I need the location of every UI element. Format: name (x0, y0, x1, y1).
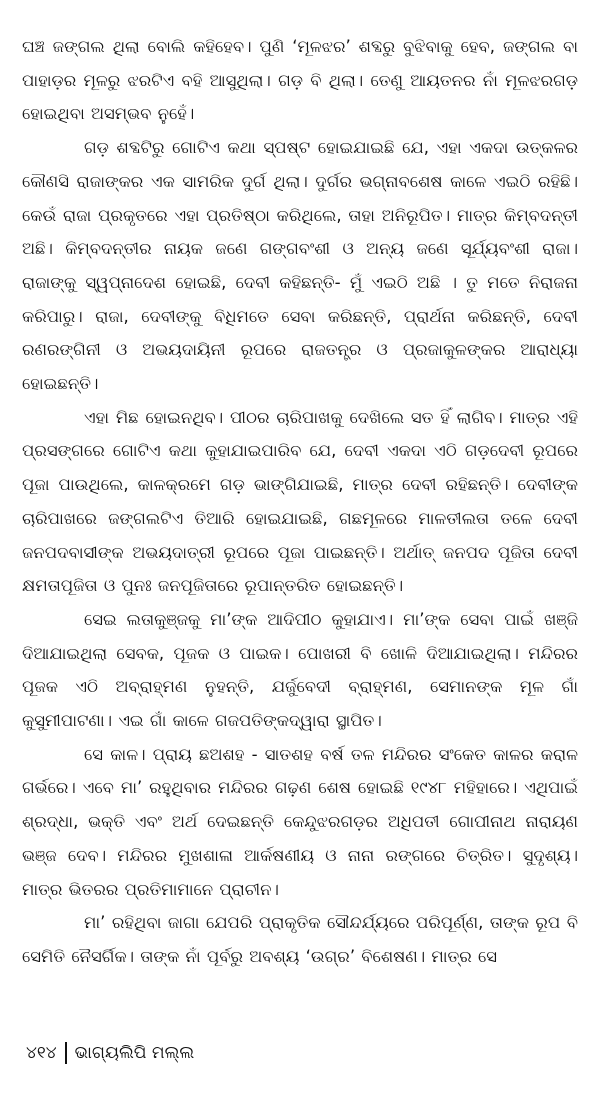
paragraph: ମା’ ରହିଥିବା ଜାଗା ଯେପରି ପ୍ରାକୃତିକ ସୌନ୍ଦର୍ଯ୍ୟରେ ପରିପୂର୍ଣ୍ଣ, ତାଙ୍କ ରୂପ ବି ସେମିତି ନୈସର୍ଗିକ। ତାଙ୍କ ନାଁ ପୂର୍ବରୁ ଅବଶ୍ୟ ‘ଉଗ୍ର’ ବିଶେଷଣ। ମାତ୍ର ସେ (22, 913, 578, 966)
paragraph: ଘଞ୍ଚ ଜଙ୍ଗଲ ଥିଲା ବୋଲି କହିହେବ। ପୁଣି ‘ମୂଳଝର’ ଶବ୍ଦରୁ ବୁଝିବାକୁ ହେବ, ଜଙ୍ଗଲ ବା ପାହାଡ଼ର ମୂଳରୁ ଝରଟିଏ ବହି ଆସୁଥିଲା। ଗଡ଼ ବି ଥିଲା। ତେଣୁ ଆୟତନର ନାଁ ମୂଳଝରଗଡ଼ ହୋଇଥିବା ଅସମ୍ଭବ ନୁହେଁ। (22, 37, 578, 124)
paragraph: ଏହା ମିଛ ହୋଇନଥିବ। ପୀଠର ଚାରିପାଖକୁ ଦେଖିଲେ ସତ ହିଁ ଲାଗିବ। ମାତ୍ର ଏହି ପ୍ରସଙ୍ଗରେ ଗୋଟିଏ କଥା କୁହାଯାଇପାରିବ ଯେ, ଦେବୀ ଏକଦା ଏଠି ଗଡ଼ଦେବୀ ରୂପରେ ପୂଜା ପାଉଥିଲେ, କାଳକ୍ରମେ ଗଡ଼ ଭାଙ୍ଗିଯାଇଛି, ମାତ୍ର ଦେବୀ ରହିଛନ୍ତି। ଦେବୀଙ୍କ ଚାରିପାଖରେ ଜଙ୍ଗଲଟିଏ ତିଆରି ହୋଇଯାଇଛି, ଗଛମୂଳରେ ମାଳତୀଲତା ତଳେ ଦେବୀ ଜନପଦବାସୀଙ୍କ ଅଭୟଦାତ୍ରୀ ରୂପରେ ପୂଜା ପାଇଛନ୍ତି। ଅର୍ଥାତ୍ ଜନପଦ ପୂଜିତା ଦେବୀ କ୍ଷମତାପୂଜିତା ଓ ପୁନଃ ଜନପୂଜିତାରେ ରୂପାନ୍ତରିତ ହୋଇଛନ୍ତି। (22, 407, 578, 596)
footer-divider (65, 1042, 67, 1064)
paragraph: ସେଇ ଲତାକୁଞ୍ଜକୁ ମା’ଙ୍କ ଆଦିପୀଠ କୁହାଯାଏ। ମା’ଙ୍କ ସେବା ପାଇଁ ଖଞ୍ଜି ଦିଆଯାଇଥିଲା ସେବକ, ପୂଜକ ଓ ପାଇକ। ପୋଖରୀ ବି ଖୋଳି ଦିଆଯାଇଥିଲା। ମନ୍ଦିରର ପୂଜକ ଏଠି ଅବ୍ରାହ୍ମଣ ନୁହନ୍ତି, ଯର୍ଜୁବେଦୀ ବ୍ରାହ୍ମଣ, ସେମାନଙ୍କ ମୂଳ ଗାଁ କୁସୁମୀପାଟଣା। ଏଇ ଗାଁ କାଳେ ଗଜପତିଙ୍କଦ୍ୱାରା ସ୍ଥାପିତ। (22, 609, 578, 731)
page-body-text (22, 30, 578, 974)
paragraph: ଗଡ଼ ଶବ୍ଦଟିରୁ ଗୋଟିଏ କଥା ସ୍ପଷ୍ଟ ହୋଇଯାଇଛି ଯେ, ଏହା ଏକଦା ଉତ୍କଳର କୌଣସି ରାଜାଙ୍କର ଏକ ସାମରିକ ଦୁର୍ଗ ଥିଲା। ଦୁର୍ଗର ଭଗ୍ନାବଶେଷ କାଳେ ଏଇଠି ରହିଛି। କେଉଁ ରାଜା ପ୍ରକୃତରେ ଏହା ପ୍ରତିଷ୍ଠା କରିଥିଲେ, ତାହା ଅନିରୂପିତ। ମାତ୍ର କିମ୍ବଦନ୍ତୀ ଅଛି। କିମ୍ବଦନ୍ତୀର ନାୟକ ଜଣେ ଗଙ୍ଗବଂଶୀ ଓ ଅନ୍ୟ ଜଣେ ସୂର୍ଯ୍ୟବଂଶୀ ରାଜା। ରାଜାଙ୍କୁ ସ୍ୱପ୍ନାଦେଶ ହୋଇଛି, ଦେବୀ କହିଛନ୍ତି- ମୁଁ ଏଇଠି ଅଛି । ତୁ ମତେ ନିରାଜନା କରିପାରୁ। ରାଜା, ଦେବୀଙ୍କୁ ବିଧିମତେ ସେବା କରିଛନ୍ତି, ପ୍ରାର୍ଥନା କରିଛନ୍ତି, ଦେବୀ ରଣରଙ୍ଗିନୀ ଓ ଅଭୟଦାୟିନୀ ରୂପରେ ରାଜତନ୍ତ୍ର ଓ ପ୍ରଜାକୁଳଙ୍କର ଆରାଧ୍ୟା ହୋଇଛନ୍ତି। (22, 138, 578, 394)
author-name: ଭାଗ୍ୟଲିପି ମଲ୍ଲ (74, 1043, 195, 1063)
paragraph: ସେ କାଳ। ପ୍ରାୟ ଛଅଶହ - ସାତଶହ ବର୍ଷ ତଳ ମନ୍ଦିରର ସଂକେତ କାଳର କରାଳ ଗର୍ଭରେ। ଏବେ ମା’ ରହୁଥିବାର ମନ୍ଦିରର ଗଢ଼ଣ ଶେଷ ହୋଇଛି ୧୯୪୮ ମହିହାରେ। ଏଥିପାଇଁ ଶ୍ରଦ୍ଧା, ଭକ୍ତି ଏବଂ ଅର୍ଥ ଦେଇଛନ୍ତି କେନ୍ଦୁଝରଗଡ଼ର ଅଧିପତୀ ଗୋପୀନାଥ ନାରାୟଣ ଭଞ୍ଜ ଦେବ। ମନ୍ଦିରର ମୁଖଶାଳା ଆର୍କଷଣୀୟ ଓ ନାନା ରଙ୍ଗରେ ଚିତ୍ରିତ। ସୁଦୃଶ୍ୟ। ମାତ୍ର ଭିତରର ପ୍ରତିମାମାନେ ପ୍ରାଚୀନ। (22, 744, 578, 899)
page-number: ୪୧୪ (26, 1043, 57, 1063)
page-footer (26, 1042, 194, 1064)
